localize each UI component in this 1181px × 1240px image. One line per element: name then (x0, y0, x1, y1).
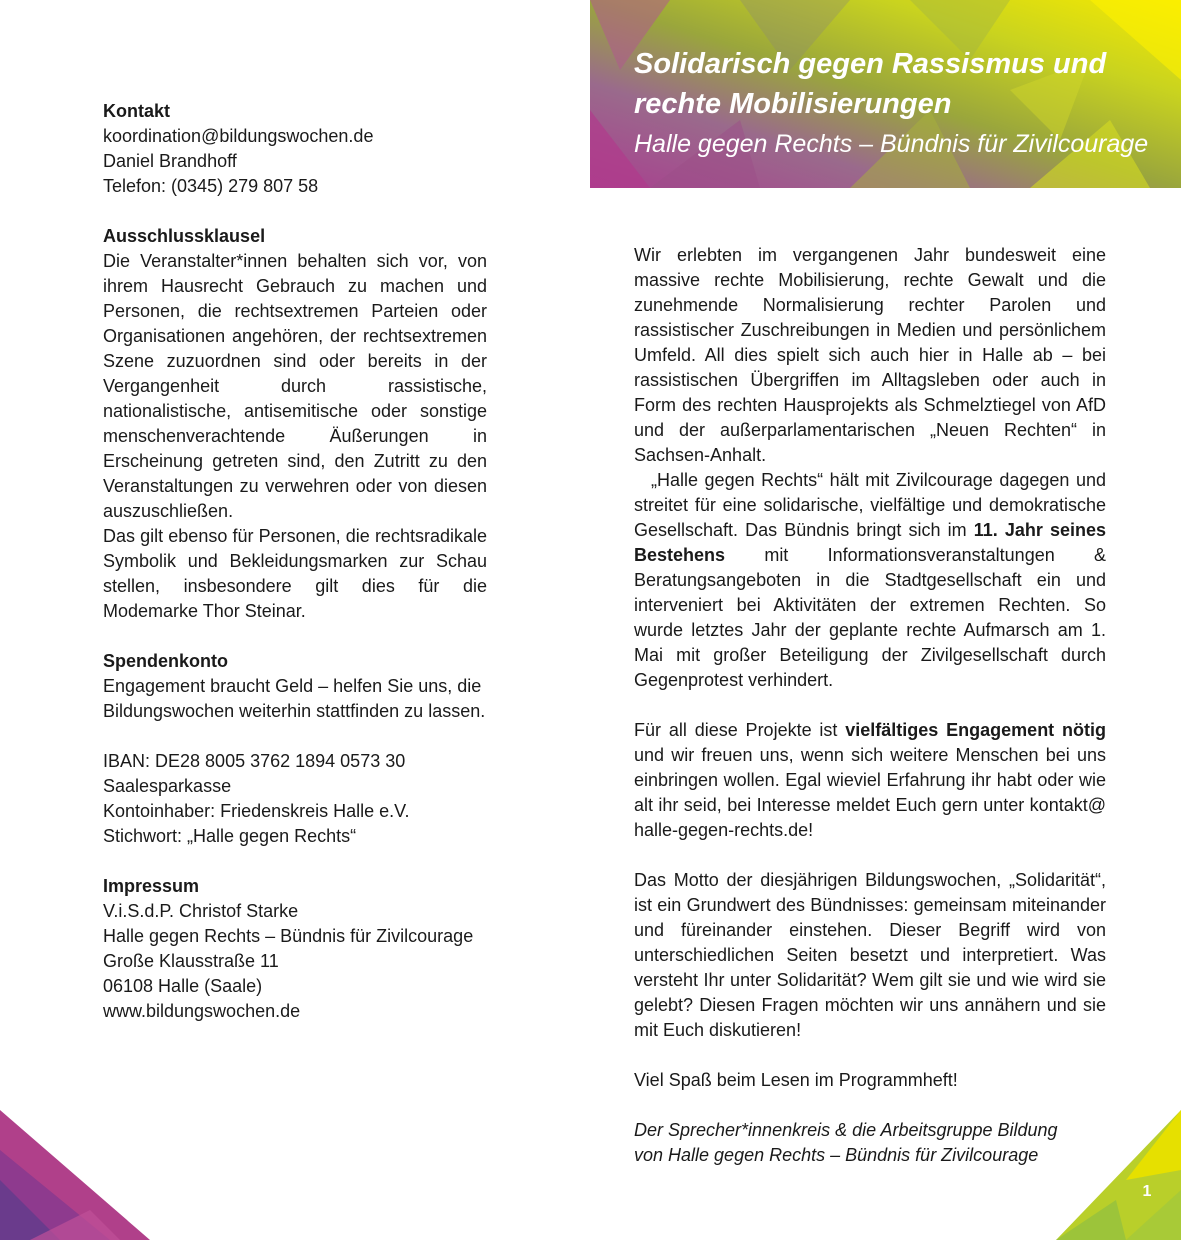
header-subtitle: Halle gegen Rechts – Bündnis für Zivilcourage (634, 130, 1149, 158)
account-holder: Kontoinhaber: Friedenskreis Halle e.V. (103, 801, 410, 821)
imprint-website[interactable]: www.bildungswochen.de (103, 1001, 301, 1021)
contact-block (103, 99, 487, 199)
exclusion-clause-block (103, 224, 487, 624)
donation-block (103, 649, 487, 849)
imprint-block (103, 874, 487, 1024)
reference-keyword: Stichwort: „Halle gegen Rechts“ (103, 826, 357, 846)
imprint-city: 06108 Halle (Saale) (103, 976, 263, 996)
imprint-street: Große Klausstraße 11 (103, 951, 279, 971)
corner-decoration-right (1056, 1110, 1181, 1240)
signature-line-2: von Halle gegen Rechts – Bündnis für Zivilcourage (634, 1145, 1039, 1165)
signature (634, 1118, 1106, 1168)
contact-phone: Telefon: (0345) 279 807 58 (103, 176, 319, 196)
header-banner (590, 0, 1181, 188)
alliance-text-a: „Halle gegen Rechts“ hält mit Zivilcourage dagegen und streitet für eine solidarische, vielfältige und demokratische Gesellschaft. Das Bündnis bringt sich im (634, 470, 1106, 540)
donation-text: Engagement braucht Geld – helfen Sie uns, die Bildungswochen weiterhin stattfinden zu lassen. (103, 676, 486, 721)
motto-paragraph: Das Motto der diesjährigen Bildungswochen, „Solidarität“, ist ein Grundwert des Bündnisses: gemeinsam miteinander und füreinander einstehen. Dieser Begriff wird von unterschiedlichen Seiten besetzt und interpretiert. Was versteht Ihr unter Solidarität? Wem gilt sie und wie wird sie gelebt? Diesen Fragen möchten wir uns annähern und sie mit Euch diskutieren! (634, 870, 1106, 1040)
right-column (634, 243, 1106, 1168)
exclusion-clause-title: Ausschlussklausel (103, 226, 266, 246)
alliance-text-b: mit Informationsveranstaltungen & Beratungsangeboten in die Stadtgesellschaft ein und interveniert bei Aktivitäten der extremen Rechten. So wurde letztes Jahr der geplante rechte Aufmarsch am 1. Mai mit großer Beteiligung der Zivilgesellschaft durch Gegenprotest verhindert. (634, 545, 1106, 690)
alliance-paragraph (634, 468, 1106, 693)
iban: IBAN: DE28 8005 3762 1894 0573 30 (103, 751, 406, 771)
contact-title: Kontakt (103, 101, 170, 121)
alliance-text-bold: 11. Jahr seines Bestehens (634, 520, 1107, 565)
header-text (634, 44, 1148, 164)
engagement-text-bold: vielfältiges Engagement nötig (845, 720, 1107, 740)
imprint-responsible: V.i.S.d.P. Christof Starke (103, 901, 299, 921)
header-title-line-1: Solidarisch gegen Rassismus und (634, 48, 1107, 80)
exclusion-clause-text-2: Das gilt ebenso für Personen, die rechtsradikale Symbolik und Bekleidungsmarken zur Schau stellen, insbesondere gilt dies für die Modemarke Thor Steinar. (103, 526, 487, 621)
signature-line-1: Der Sprecher*innenkreis & die Arbeitsgruppe Bildung (634, 1120, 1058, 1140)
engagement-text-a: Für all diese Projekte ist (634, 720, 846, 740)
bank-name: Saalesparkasse (103, 776, 232, 796)
contact-email[interactable]: koordination@bildungswochen.de (103, 126, 374, 146)
intro-paragraph: Wir erlebten im vergangenen Jahr bundesweit eine massive rechte Mobilisierung, rechte Gewalt und die zunehmende Normalisierung rechter Parolen und rassistischer Zuschreibungen in Medien und persönlichem Umfeld. All dies spielt sich auch hier in Halle ab – bei rassistischen Übergriffen im Alltagsleben oder auch in Form des rechten Hausprojekts als Schmelztiegel von AfD und der außerparlamentarischen „Neuen Rechten“ in Sachsen-Anhalt. (634, 245, 1106, 465)
closing-line: Viel Spaß beim Lesen im Programmheft! (634, 1070, 958, 1090)
engagement-text-b: und wir freuen uns, wenn sich weitere Menschen bei uns einbringen wollen. Egal wieviel Erfahrung ihr habt oder wie alt ihr seid, bei Interesse meldet Euch gern unter kontakt@ halle-gegen-rechts.de! (634, 745, 1106, 840)
imprint-title: Impressum (103, 876, 200, 896)
exclusion-clause-text: Die Veranstalter*innen behalten sich vor, von ihrem Hausrecht Gebrauch zu machen und Personen, die rechtsextremen Parteien oder Organisationen angehören, der rechtsextremen Szene zuzuordnen sind oder bereits in der Vergangenheit durch rassistische, nationalistische, antisemitische oder sonstige menschenverachtende Äußerungen in Erscheinung getreten sind, den Zutritt zu den Veranstaltungen zu verwehren oder von diesen auszuschließen. (103, 251, 487, 521)
engagement-paragraph (634, 718, 1106, 843)
donation-title: Spendenkonto (103, 651, 228, 671)
page-number: 1 (1142, 1183, 1152, 1200)
header-title-line-2: rechte Mobilisierungen (634, 88, 952, 120)
corner-decoration-left (0, 1110, 150, 1240)
imprint-organization: Halle gegen Rechts – Bündnis für Zivilcourage (103, 926, 474, 946)
left-column (103, 99, 487, 1049)
contact-name: Daniel Brandhoff (103, 151, 237, 171)
